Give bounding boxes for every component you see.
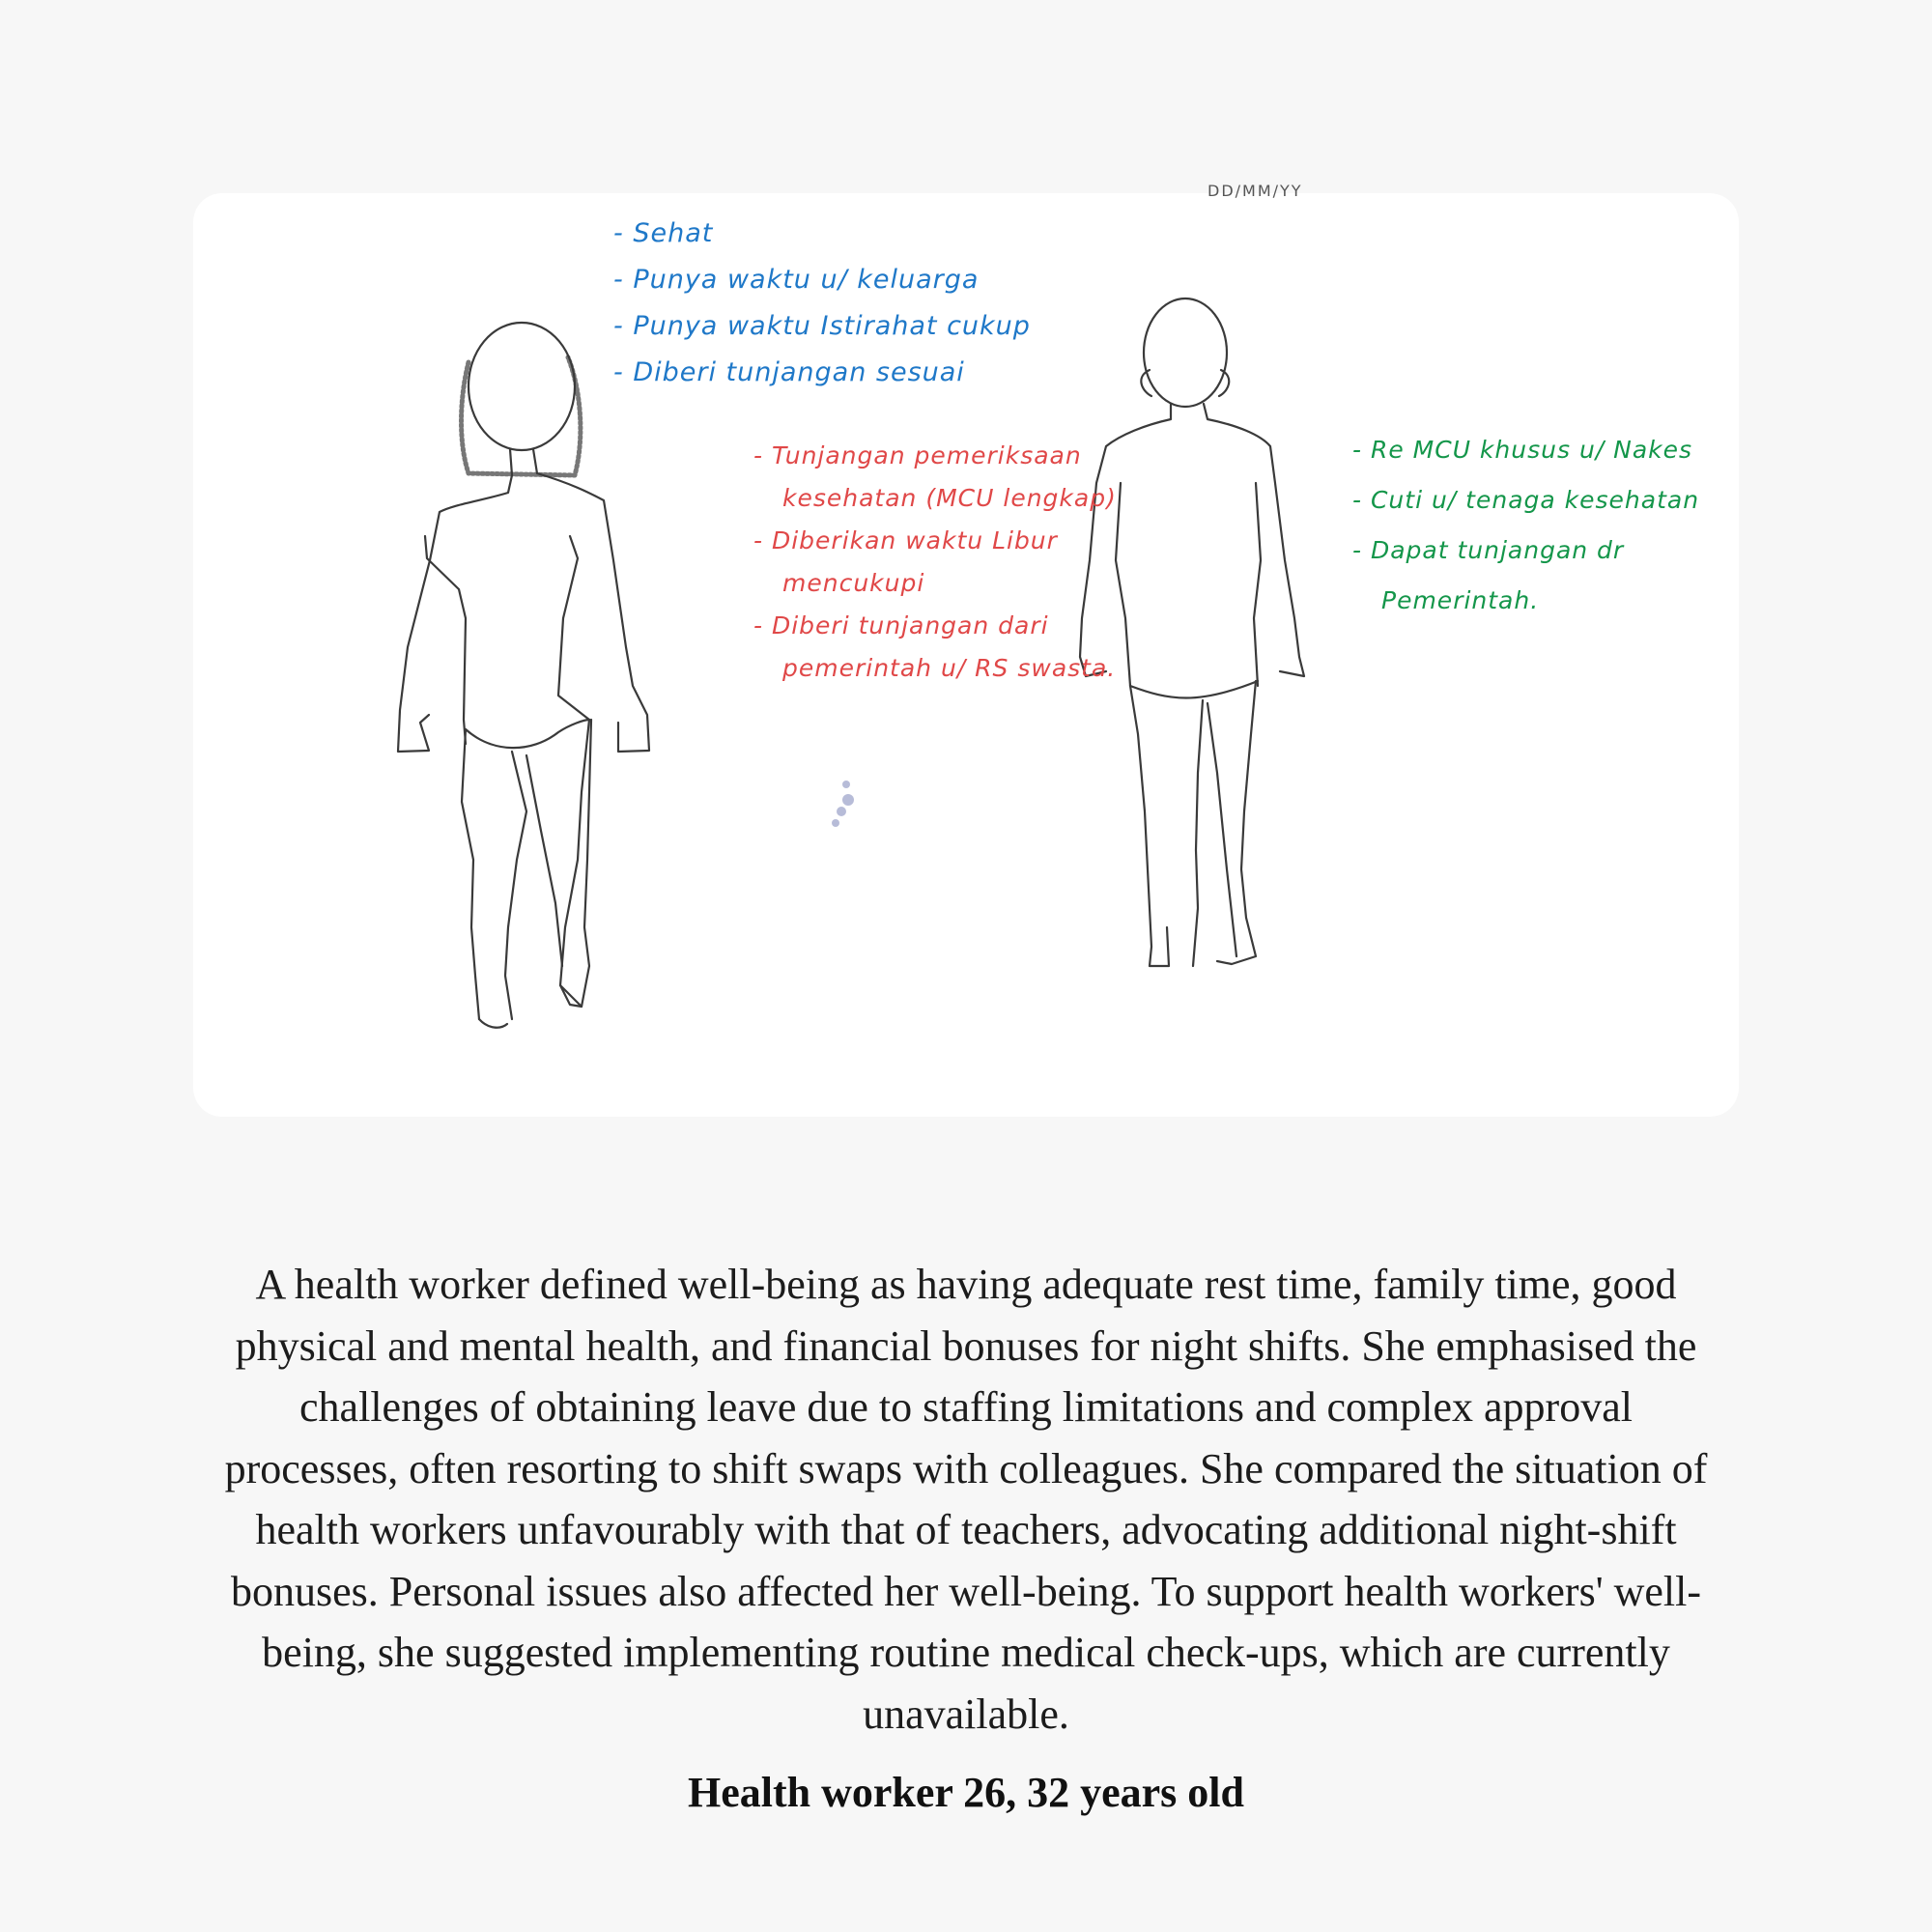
notes-blue-wellbeing-list [613,211,1031,396]
note-green-item: - Cuti u/ tenaga kesehatan [1352,486,1700,514]
sketch-card [193,182,1739,1117]
female-figure-drawing [398,323,649,1028]
note-green-item: - Dapat tunjangan dr [1352,536,1625,564]
note-green-item-continued: Pemerintah. [1381,586,1540,614]
note-red-item: - Tunjangan pemeriksaan [753,441,1082,469]
note-blue-item: - Punya waktu Istirahat cukup [613,311,1031,341]
note-green-item: - Re MCU khusus u/ Nakes [1352,436,1693,464]
note-red-item-continued: mencukupi [782,569,925,597]
notes-red-expectations-list [753,435,1117,690]
note-blue-item: - Diberi tunjangan sesuai [613,357,965,387]
ink-smudge-marks [832,781,854,827]
note-blue-item: - Sehat [613,218,714,248]
note-red-item-continued: kesehatan (MCU lengkap) [782,484,1117,512]
note-red-item: - Diberi tunjangan dari [753,611,1049,639]
notes-green-suggestions-list [1352,425,1699,626]
scan-date-mark: DD/MM/YY [1208,182,1303,200]
note-blue-item: - Punya waktu u/ keluarga [613,265,980,295]
note-red-item-continued: pemerintah u/ RS swasta. [782,654,1117,682]
note-red-item: - Diberikan waktu Libur [753,526,1058,554]
attribution-text: Health worker 26, 32 years old [687,1769,1245,1816]
caption-text: A health worker defined well-being as having adequate rest time, family time, good physical and mental health, and financial bonuses for night shifts. She emphasised the challenges of obtaining leave due to staffing limitations and complex approval processes, often resorting to shift swaps with colleagues. She compared the situation of health workers unfavourably with that of teachers, advocating additional night-shift bonuses. Personal issues also affected her well-being. To support health workers' well-being, she suggested implementing routine medical check-ups, which are currently unavailable. [224,1261,1708,1738]
